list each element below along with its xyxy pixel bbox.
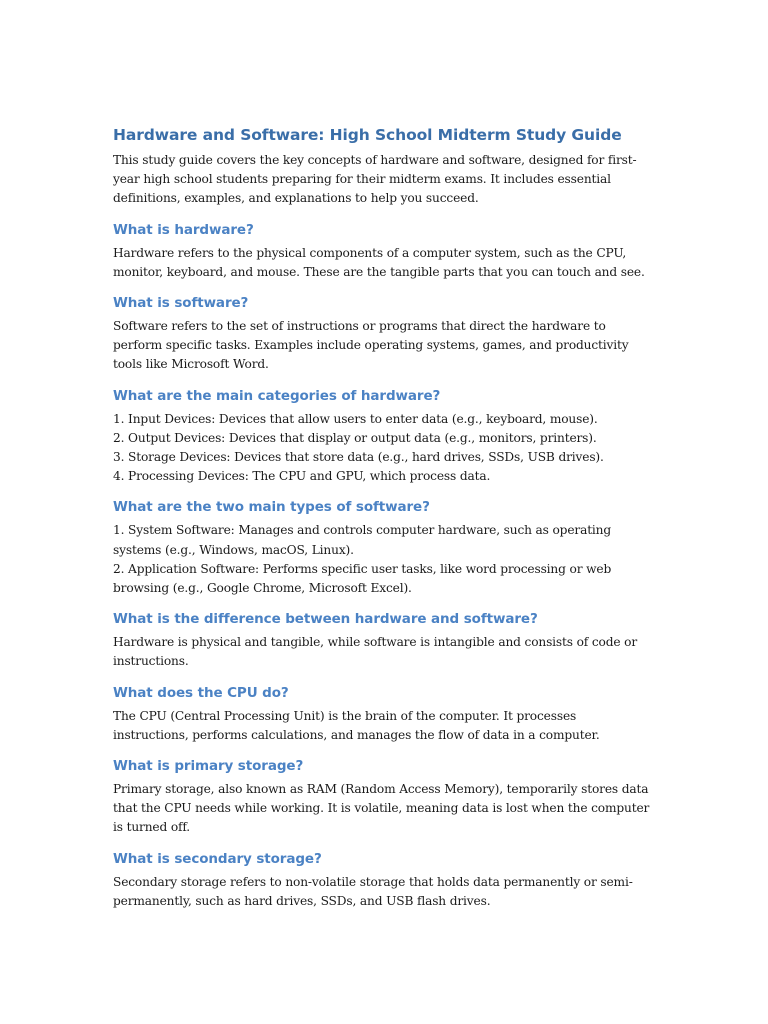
- list-item: 4. Processing Devices: The CPU and GPU, which process data.: [113, 469, 491, 484]
- section-paragraph: Hardware is physical and tangible, while software is intangible and consists of code or instructions.: [113, 635, 638, 669]
- section-secondary-storage: [113, 850, 653, 911]
- list-block: [113, 410, 653, 487]
- intro-paragraph: This study guide covers the key concepts of hardware and software, designed for first-year high school students preparing for their midterm exams. It includes essential definitions, examples, and explanations to help you succeed.: [113, 153, 637, 206]
- document-page: [113, 124, 653, 911]
- list-item: 3. Storage Devices: Devices that store data (e.g., hard drives, SSDs, USB drives).: [113, 450, 604, 465]
- list-block: [113, 521, 653, 598]
- section-paragraph: Software refers to the set of instructions or programs that direct the hardware to perform specific tasks. Examples include operating systems, games, and productivity tools like Microsoft Word.: [113, 319, 629, 372]
- section-heading: What does the CPU do?: [113, 684, 289, 701]
- section-paragraph: Primary storage, also known as RAM (Random Access Memory), temporarily stores data that the CPU needs while working. It is volatile, meaning data is lost when the computer is turned off.: [113, 782, 650, 835]
- section-hardware: [113, 221, 653, 282]
- list-item: 2. Output Devices: Devices that display or output data (e.g., monitors, printers).: [113, 430, 597, 445]
- section-heading: What is software?: [113, 295, 249, 312]
- section-difference: [113, 610, 653, 671]
- section-paragraph: The CPU (Central Processing Unit) is the brain of the computer. It processes instructions, performs calculations, and manages the flow of data in a computer.: [113, 708, 600, 742]
- section-heading: What is hardware?: [113, 221, 254, 238]
- section-hardware-categories: [113, 387, 653, 487]
- section-software: [113, 294, 653, 375]
- section-heading: What is secondary storage?: [113, 850, 322, 867]
- section-cpu: [113, 684, 653, 745]
- list-item: 1. System Software: Manages and controls computer hardware, such as operating systems (e.g., Windows, macOS, Linux).: [113, 523, 612, 557]
- section-heading: What is primary storage?: [113, 758, 304, 775]
- section-paragraph: Hardware refers to the physical components of a computer system, such as the CPU, monitor, keyboard, and mouse. These are the tangible parts that you can touch and see.: [113, 245, 645, 279]
- section-software-types: [113, 498, 653, 598]
- section-heading: What is the difference between hardware and software?: [113, 611, 538, 628]
- section-heading: What are the main categories of hardware?: [113, 387, 441, 404]
- list-item: 1. Input Devices: Devices that allow users to enter data (e.g., keyboard, mouse).: [113, 411, 598, 426]
- document-title: Hardware and Software: High School Midterm Study Guide: [113, 126, 622, 144]
- section-primary-storage: [113, 757, 653, 838]
- list-item: 2. Application Software: Performs specific user tasks, like word processing or web browsing (e.g., Google Chrome, Microsoft Excel).: [113, 561, 612, 596]
- section-heading: What are the two main types of software?: [113, 499, 430, 516]
- section-paragraph: Secondary storage refers to non-volatile storage that holds data permanently or semi-permanently, such as hard drives, SSDs, and USB flash drives.: [113, 874, 633, 908]
